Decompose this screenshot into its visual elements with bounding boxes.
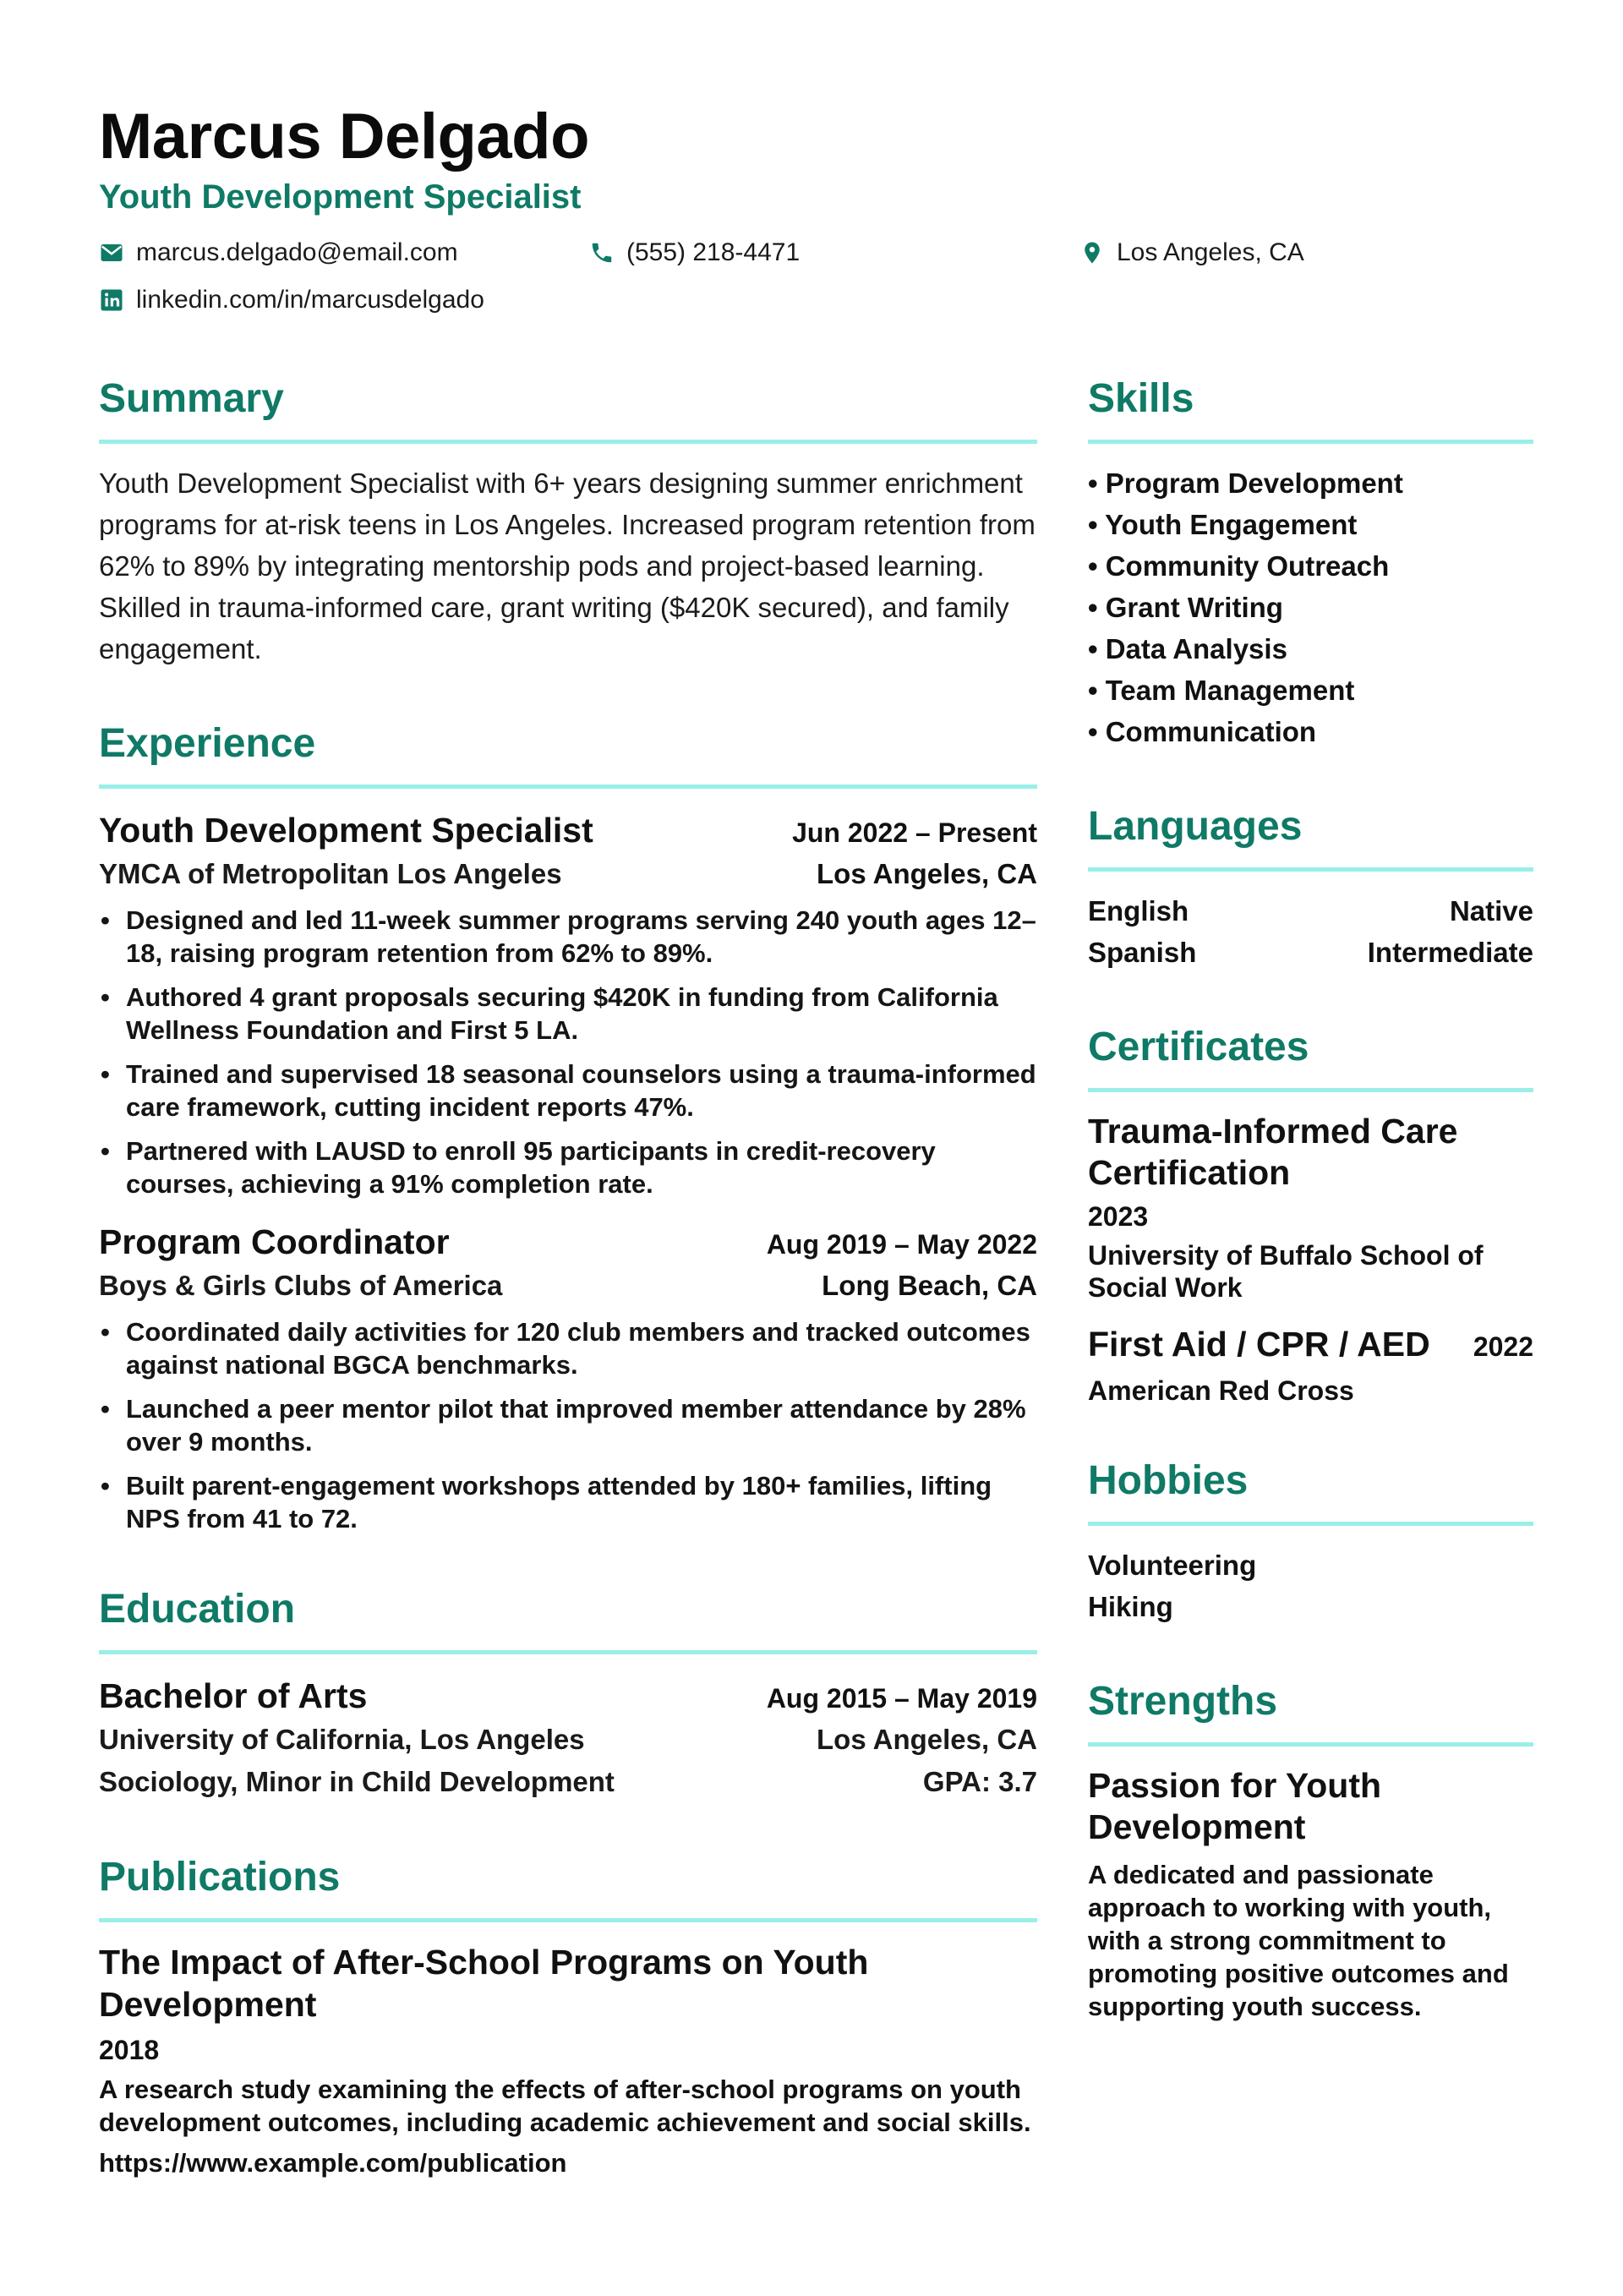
bullet-item: • Built parent-engagement workshops attended by 180+ families, lifting NPS from 41 to 72.	[99, 1469, 1037, 1535]
section-heading: Strengths	[1088, 1679, 1278, 1724]
job-location: Long Beach, CA	[822, 1270, 1037, 1301]
bullet-item: • Launched a peer mentor pilot that improved member attendance by 28% over 9 months.	[99, 1392, 1037, 1458]
job-organization: Boys & Girls Clubs of America	[99, 1270, 503, 1301]
bullet-item: • Partnered with LAUSD to enroll 95 participants in credit-recovery courses, achieving a 91% completion rate.	[99, 1134, 1037, 1200]
job-organization: YMCA of Metropolitan Los Angeles	[99, 858, 562, 889]
skills-section	[1088, 374, 1533, 752]
section-divider	[1088, 1522, 1533, 1526]
school-location: Los Angeles, CA	[817, 1724, 1037, 1755]
summary-text: Youth Development Specialist with 6+ years designing summer enrichment programs for at-risk teens in Los Angeles. Increased program retention from 62% to 89% by integrating mentorship pods and project-based learning. Skilled in trauma-informed care, grant writing ($420K secured), and family engagement.	[99, 467, 1036, 664]
certificate-year: 2023	[1088, 1201, 1149, 1232]
language-level: Intermediate	[1367, 937, 1533, 968]
language-row	[1088, 932, 1533, 973]
section-heading: Languages	[1088, 804, 1303, 849]
candidate-name: Marcus Delgado	[99, 101, 590, 172]
certificate-title: First Aid / CPR / AED	[1088, 1325, 1430, 1364]
phone-icon	[589, 240, 615, 265]
section-divider	[99, 784, 1037, 789]
certificate-entry	[1088, 1324, 1533, 1407]
language-row	[1088, 890, 1533, 932]
certificate-issuer: University of Buffalo School of Social Work	[1088, 1240, 1484, 1303]
skill-item: • Community Outreach	[1088, 550, 1390, 582]
publication-description: A research study examining the effects of after-school programs on youth development outcomes, including academic achievement and social skills.	[99, 2075, 1031, 2137]
contact-info	[99, 235, 1533, 318]
resume-columns	[99, 374, 1533, 2232]
bullet-item: • Trained and supervised 18 seasonal counselors using a trauma-informed care framework, cutting incident reports 47%.	[99, 1058, 1037, 1123]
publication-link[interactable]: https://www.example.com/publication	[99, 2148, 567, 2178]
section-heading: Education	[99, 1587, 296, 1632]
language-level: Native	[1449, 895, 1533, 927]
hobby-item: Hiking	[1088, 1591, 1173, 1622]
bullet-item: • Designed and led 11-week summer programs serving 240 youth ages 12–18, raising program retention from 62% to 89%.	[99, 904, 1037, 970]
school-name: University of California, Los Angeles	[99, 1724, 585, 1755]
candidate-title: Youth Development Specialist	[99, 178, 582, 216]
experience-section	[99, 719, 1037, 1535]
skill-item: • Grant Writing	[1088, 592, 1283, 623]
contact-email[interactable]	[99, 235, 589, 271]
skill-item: • Program Development	[1088, 467, 1403, 499]
section-divider	[1088, 867, 1533, 872]
job-location: Los Angeles, CA	[817, 858, 1037, 889]
skill-item: • Team Management	[1088, 675, 1355, 706]
side-column	[1088, 374, 1533, 2232]
job-entry	[99, 807, 1037, 1200]
skill-item: • Communication	[1088, 716, 1317, 747]
publication-year: 2018	[99, 2035, 160, 2065]
section-divider	[1088, 440, 1533, 444]
bullet-item: • Authored 4 grant proposals securing $420K in funding from California Wellness Foundation and First 5 LA.	[99, 981, 1037, 1047]
section-heading: Skills	[1088, 376, 1194, 421]
phone-text: (555) 218-4471	[626, 238, 801, 266]
section-divider	[1088, 1088, 1533, 1092]
location-text: Los Angeles, CA	[1117, 238, 1304, 266]
certificate-entry	[1088, 1111, 1533, 1304]
linkedin-icon	[99, 287, 124, 313]
certificate-title: Trauma-Informed Care Certification	[1088, 1112, 1458, 1192]
job-bullets	[99, 1315, 1037, 1535]
job-title: Youth Development Specialist	[99, 811, 593, 850]
job-bullets	[99, 904, 1037, 1200]
certificates-section	[1088, 1022, 1533, 1407]
section-divider	[99, 440, 1037, 444]
field-of-study: Sociology, Minor in Child Development	[99, 1766, 615, 1797]
contact-location	[1079, 235, 1519, 271]
section-heading: Hobbies	[1088, 1458, 1249, 1503]
map-pin-icon	[1079, 240, 1105, 265]
degree: Bachelor of Arts	[99, 1676, 368, 1715]
section-divider	[99, 1918, 1037, 1922]
languages-section	[1088, 801, 1533, 973]
publications-section	[99, 1852, 1037, 2183]
linkedin-text: linkedin.com/in/marcusdelgado	[136, 286, 484, 314]
main-column	[99, 374, 1037, 2232]
certificate-year: 2022	[1473, 1331, 1533, 1362]
strength-title: Passion for Youth Development	[1088, 1766, 1382, 1846]
job-title: Program Coordinator	[99, 1222, 450, 1261]
section-divider	[99, 1650, 1037, 1654]
job-dates: Jun 2022 – Present	[792, 817, 1037, 848]
language-name: Spanish	[1088, 937, 1197, 968]
gpa: GPA: 3.7	[922, 1766, 1037, 1797]
section-heading: Experience	[99, 721, 316, 766]
skill-item: • Youth Engagement	[1088, 509, 1358, 540]
section-divider	[1088, 1742, 1533, 1747]
strengths-section	[1088, 1676, 1533, 2023]
email-text: marcus.delgado@email.com	[136, 238, 458, 266]
language-name: English	[1088, 895, 1189, 927]
job-dates: Aug 2019 – May 2022	[766, 1229, 1037, 1260]
bullet-item: • Coordinated daily activities for 120 club members and tracked outcomes against national BGCA benchmarks.	[99, 1315, 1037, 1381]
section-heading: Summary	[99, 376, 284, 421]
publication-title: The Impact of After-School Programs on Youth Development	[99, 1943, 869, 2024]
hobby-item: Volunteering	[1088, 1550, 1257, 1581]
certificate-issuer: American Red Cross	[1088, 1375, 1354, 1406]
contact-phone[interactable]	[589, 235, 1079, 271]
section-heading: Certificates	[1088, 1025, 1309, 1069]
education-dates: Aug 2015 – May 2019	[766, 1683, 1037, 1714]
job-entry	[99, 1219, 1037, 1535]
hobbies-section	[1088, 1456, 1533, 1627]
skill-item: • Data Analysis	[1088, 633, 1287, 664]
skills-list	[1088, 462, 1533, 752]
contact-linkedin[interactable]	[99, 282, 589, 318]
envelope-icon	[99, 240, 124, 265]
section-heading: Publications	[99, 1855, 341, 1900]
strength-description: A dedicated and passionate approach to working with youth, with a strong commitment to promoting positive outcomes and supporting youth success.	[1088, 1860, 1509, 2021]
summary-section	[99, 374, 1037, 670]
education-section	[99, 1584, 1037, 1803]
